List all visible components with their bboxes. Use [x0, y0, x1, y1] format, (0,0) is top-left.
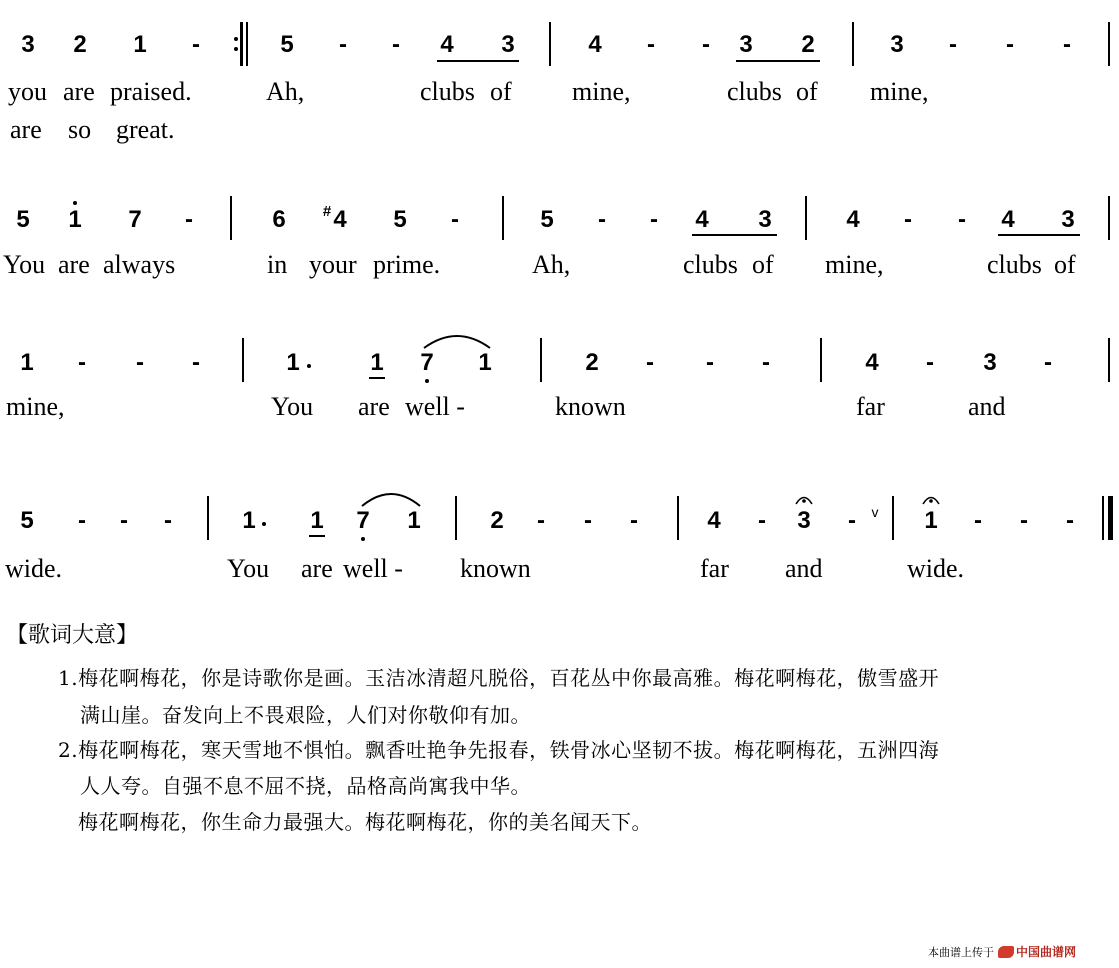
note: 6	[272, 206, 286, 233]
note: 5	[16, 206, 30, 233]
lyric: Ah,	[266, 77, 305, 106]
note: 3	[758, 206, 772, 233]
note: 7	[356, 507, 370, 534]
eighth-underline	[736, 60, 820, 62]
sharp-sign: #	[322, 203, 332, 220]
dash: -	[1063, 31, 1071, 58]
dash: -	[949, 31, 957, 58]
dash: -	[537, 507, 545, 534]
note: 2	[801, 31, 815, 58]
dash: -	[78, 349, 86, 376]
dash: -	[848, 507, 856, 534]
dash: -	[1006, 31, 1014, 58]
lyric: clubs	[683, 250, 738, 279]
lyric: wide.	[907, 554, 965, 583]
lyric: You	[3, 250, 46, 279]
lyric: mine,	[572, 77, 631, 106]
fermata-icon	[922, 493, 940, 505]
lyric: great.	[116, 115, 175, 144]
lyric: mine,	[6, 392, 65, 421]
verse-2-line-1: 2.梅花啊梅花，寒天雪地不惧怕。飘香吐艳争先报春，铁骨冰心坚韧不拔。梅花啊梅花，五洲四海	[58, 738, 940, 762]
dash: -	[630, 507, 638, 534]
lyric: you	[8, 77, 47, 106]
lyric: of	[796, 77, 818, 106]
bar-line	[1108, 196, 1110, 240]
dash: -	[647, 31, 655, 58]
note: 7	[420, 349, 434, 376]
note: 3	[797, 507, 811, 534]
bar-line	[455, 496, 457, 540]
lyric: of	[490, 77, 512, 106]
dash: -	[192, 31, 200, 58]
eighth-underline	[998, 234, 1080, 236]
lyric: known	[460, 554, 531, 583]
lyric: mine,	[825, 250, 884, 279]
dash: -	[185, 206, 193, 233]
lyric: are	[301, 554, 333, 583]
eighth-underline	[692, 234, 777, 236]
repeat-bar-thick	[240, 22, 243, 66]
slur-arc	[360, 488, 422, 508]
meaning-heading: 【歌词大意】	[6, 623, 139, 648]
footer-text: 本曲谱上传于	[928, 946, 994, 959]
dash: -	[926, 349, 934, 376]
bar-line	[852, 22, 854, 66]
note: 4	[333, 206, 347, 233]
lyric: prime.	[373, 250, 441, 279]
augmentation-dot	[307, 364, 311, 368]
final-bar-thin	[1102, 496, 1104, 540]
lyric: are	[58, 250, 90, 279]
dash: -	[392, 31, 400, 58]
note: 1	[478, 349, 492, 376]
dash: -	[598, 206, 606, 233]
dash: -	[958, 206, 966, 233]
bar-line	[230, 196, 232, 240]
dash: -	[136, 349, 144, 376]
bar-line	[805, 196, 807, 240]
breath-mark: v	[871, 504, 879, 520]
lyric: your	[309, 250, 357, 279]
note: 4	[707, 507, 721, 534]
lyric: far	[856, 392, 885, 421]
note: 1	[924, 507, 938, 534]
fermata-icon	[795, 493, 813, 505]
bar-line	[502, 196, 504, 240]
dash: -	[706, 349, 714, 376]
verse-2-line-2: 人人夸。自强不息不屈不挠，品格高尚寓我中华。	[80, 774, 531, 798]
note: 1	[20, 349, 34, 376]
note: 4	[588, 31, 602, 58]
augmentation-dot	[262, 522, 266, 526]
octave-dot-low	[361, 537, 365, 541]
note: 3	[21, 31, 35, 58]
lyric: You	[271, 392, 314, 421]
note: 1	[310, 507, 324, 534]
note: 3	[890, 31, 904, 58]
dash: -	[762, 349, 770, 376]
lyric: of	[752, 250, 774, 279]
verse-1-line-1: 1.梅花啊梅花，你是诗歌你是画。玉洁冰清超凡脱俗，百花丛中你最高雅。梅花啊梅花，傲雪盛开	[58, 666, 940, 690]
dash: -	[650, 206, 658, 233]
note: 2	[585, 349, 599, 376]
site-logo[interactable]: 中国曲谱网	[1016, 945, 1077, 959]
bar-line	[207, 496, 209, 540]
dash: -	[974, 507, 982, 534]
lyric: and	[785, 554, 823, 583]
site-logo-icon	[998, 946, 1014, 958]
note: 5	[393, 206, 407, 233]
bar-line	[820, 338, 822, 382]
dash: -	[164, 507, 172, 534]
footer	[928, 943, 1076, 963]
lyric: are	[63, 77, 95, 106]
note: 4	[1001, 206, 1015, 233]
bar-line	[1108, 338, 1110, 382]
note: 4	[695, 206, 709, 233]
lyric: well -	[343, 554, 403, 583]
note: 5	[540, 206, 554, 233]
lyric: known	[555, 392, 626, 421]
lyric: far	[700, 554, 729, 583]
note: 4	[865, 349, 879, 376]
bar-line	[1108, 22, 1110, 66]
repeat-bar-thin	[246, 22, 248, 66]
lyric: are	[10, 115, 42, 144]
dash: -	[758, 507, 766, 534]
note: 1	[370, 349, 384, 376]
lyric: are	[358, 392, 390, 421]
note: 4	[846, 206, 860, 233]
dash: -	[1044, 349, 1052, 376]
note: 3	[739, 31, 753, 58]
note: 5	[280, 31, 294, 58]
repeat-dot	[234, 47, 238, 51]
dash: -	[78, 507, 86, 534]
bar-line	[540, 338, 542, 382]
dash: -	[904, 206, 912, 233]
repeat-dot	[234, 37, 238, 41]
verse-1-line-2: 满山崖。奋发向上不畏艰险，人们对你敬仰有加。	[80, 703, 531, 727]
note: 3	[501, 31, 515, 58]
dash: -	[646, 349, 654, 376]
dash: -	[339, 31, 347, 58]
bar-line	[892, 496, 894, 540]
lyric: Ah,	[532, 250, 571, 279]
lyric: praised.	[110, 77, 192, 106]
note: 1	[286, 349, 300, 376]
note: 1	[407, 507, 421, 534]
dash: -	[1020, 507, 1028, 534]
dash: -	[120, 507, 128, 534]
dash: -	[702, 31, 710, 58]
bar-line	[677, 496, 679, 540]
note: 5	[20, 507, 34, 534]
dash: -	[192, 349, 200, 376]
final-bar-thick	[1108, 496, 1113, 540]
note: 2	[73, 31, 87, 58]
bar-line	[549, 22, 551, 66]
octave-dot-low	[425, 379, 429, 383]
lyric: clubs	[420, 77, 475, 106]
bar-line	[242, 338, 244, 382]
slur-arc	[422, 330, 492, 350]
lyric: always	[103, 250, 176, 279]
lyric: of	[1054, 250, 1076, 279]
note: 7	[128, 206, 142, 233]
lyric: clubs	[727, 77, 782, 106]
dash: -	[584, 507, 592, 534]
lyric: mine,	[870, 77, 929, 106]
note: 4	[440, 31, 454, 58]
lyric: in	[267, 250, 288, 279]
eighth-underline	[437, 60, 519, 62]
octave-dot-high	[73, 201, 77, 205]
eighth-underline	[309, 535, 325, 537]
lyric: and	[968, 392, 1006, 421]
lyric: You	[227, 554, 270, 583]
dash: -	[1066, 507, 1074, 534]
eighth-underline	[369, 377, 385, 379]
lyric: so	[68, 115, 92, 144]
lyric: wide.	[5, 554, 63, 583]
note: 2	[490, 507, 504, 534]
note: 3	[983, 349, 997, 376]
lyric: clubs	[987, 250, 1042, 279]
lyric: well -	[405, 392, 465, 421]
dash: -	[451, 206, 459, 233]
note: 1	[242, 507, 256, 534]
note: 1	[68, 206, 82, 233]
note: 1	[133, 31, 147, 58]
note: 3	[1061, 206, 1075, 233]
refrain-line: 梅花啊梅花，你生命力最强大。梅花啊梅花，你的美名闻天下。	[78, 810, 652, 834]
